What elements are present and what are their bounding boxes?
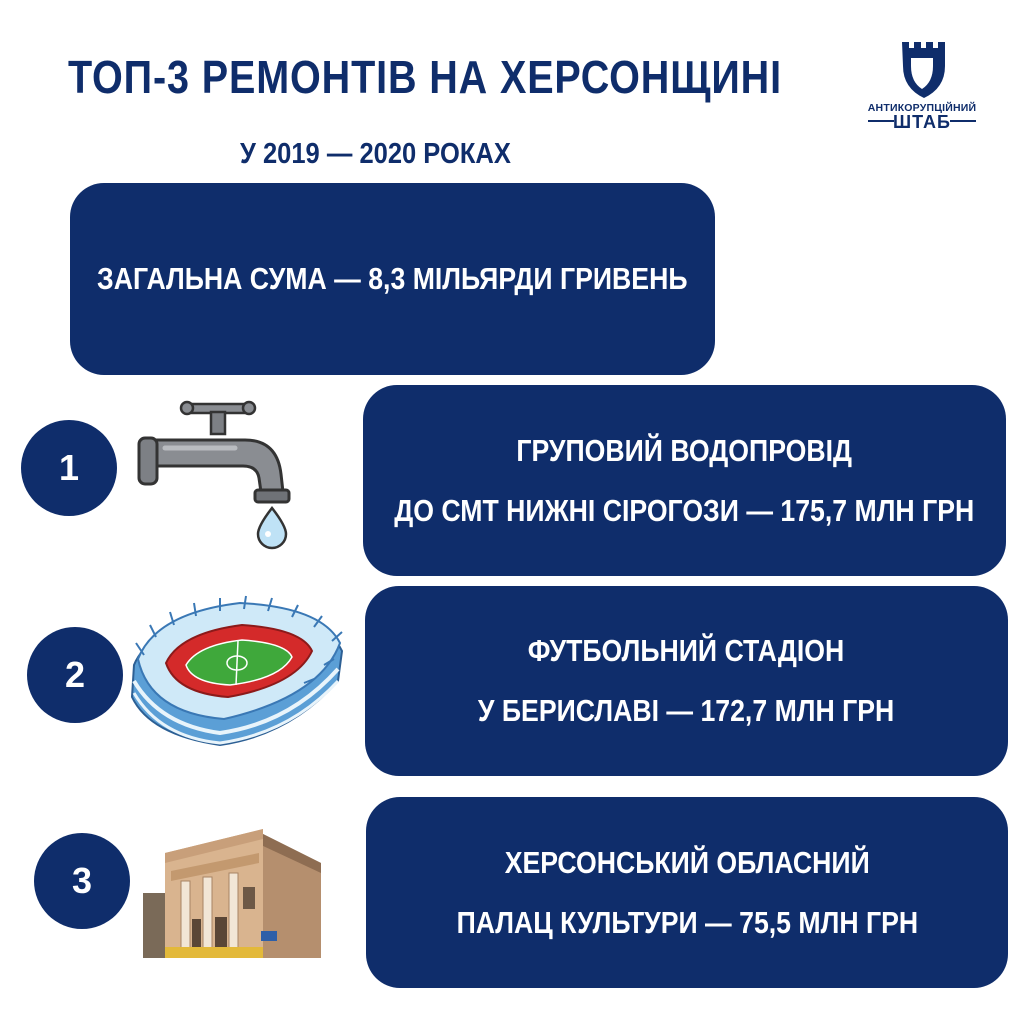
castle-tower-icon (862, 38, 982, 102)
repair-card-2-line2: У БЕРИСЛАВІ — 172,7 МЛН ГРН (478, 693, 895, 728)
repair-card-2-line1: ФУТБОЛЬНИЙ СТАДІОН (528, 633, 845, 668)
rank-badge-2: 2 (27, 627, 123, 723)
repair-card-3-line2: ПАЛАЦ КУЛЬТУРИ — 75,5 МЛН ГРН (456, 904, 918, 940)
total-sum-text: ЗАГАЛЬНА СУМА — 8,3 МІЛЬЯРДИ ГРИВЕНЬ (97, 261, 688, 296)
total-sum-card (70, 183, 715, 375)
palace-building-photo (143, 823, 321, 958)
rank-badge-3: 3 (34, 833, 130, 929)
repair-card-2 (365, 586, 1008, 776)
logo-text-line1: АНТИКОРУПЦІЙНИЙ (867, 102, 977, 114)
water-tap-icon (135, 400, 300, 550)
rank-badge-1: 1 (21, 420, 117, 516)
stadium-icon (120, 585, 350, 755)
logo-text-line2: ШТАБ (893, 112, 951, 132)
repair-card-3-line1: ХЕРСОНСЬКИЙ ОБЛАСНИЙ (504, 844, 870, 880)
repair-card-1-line2: ДО СМТ НИЖНІ СІРОГОЗИ — 175,7 МЛН ГРН (394, 492, 975, 528)
repair-card-1 (363, 385, 1006, 576)
repair-card-3 (366, 797, 1008, 988)
page-subtitle: У 2019 — 2020 РОКАХ (240, 138, 511, 170)
repair-card-1-line1: ГРУПОВИЙ ВОДОПРОВІД (516, 432, 853, 468)
page-title: ТОП-3 РЕМОНТІВ НА ХЕРСОНЩИНІ (68, 51, 782, 103)
logo (862, 38, 982, 134)
